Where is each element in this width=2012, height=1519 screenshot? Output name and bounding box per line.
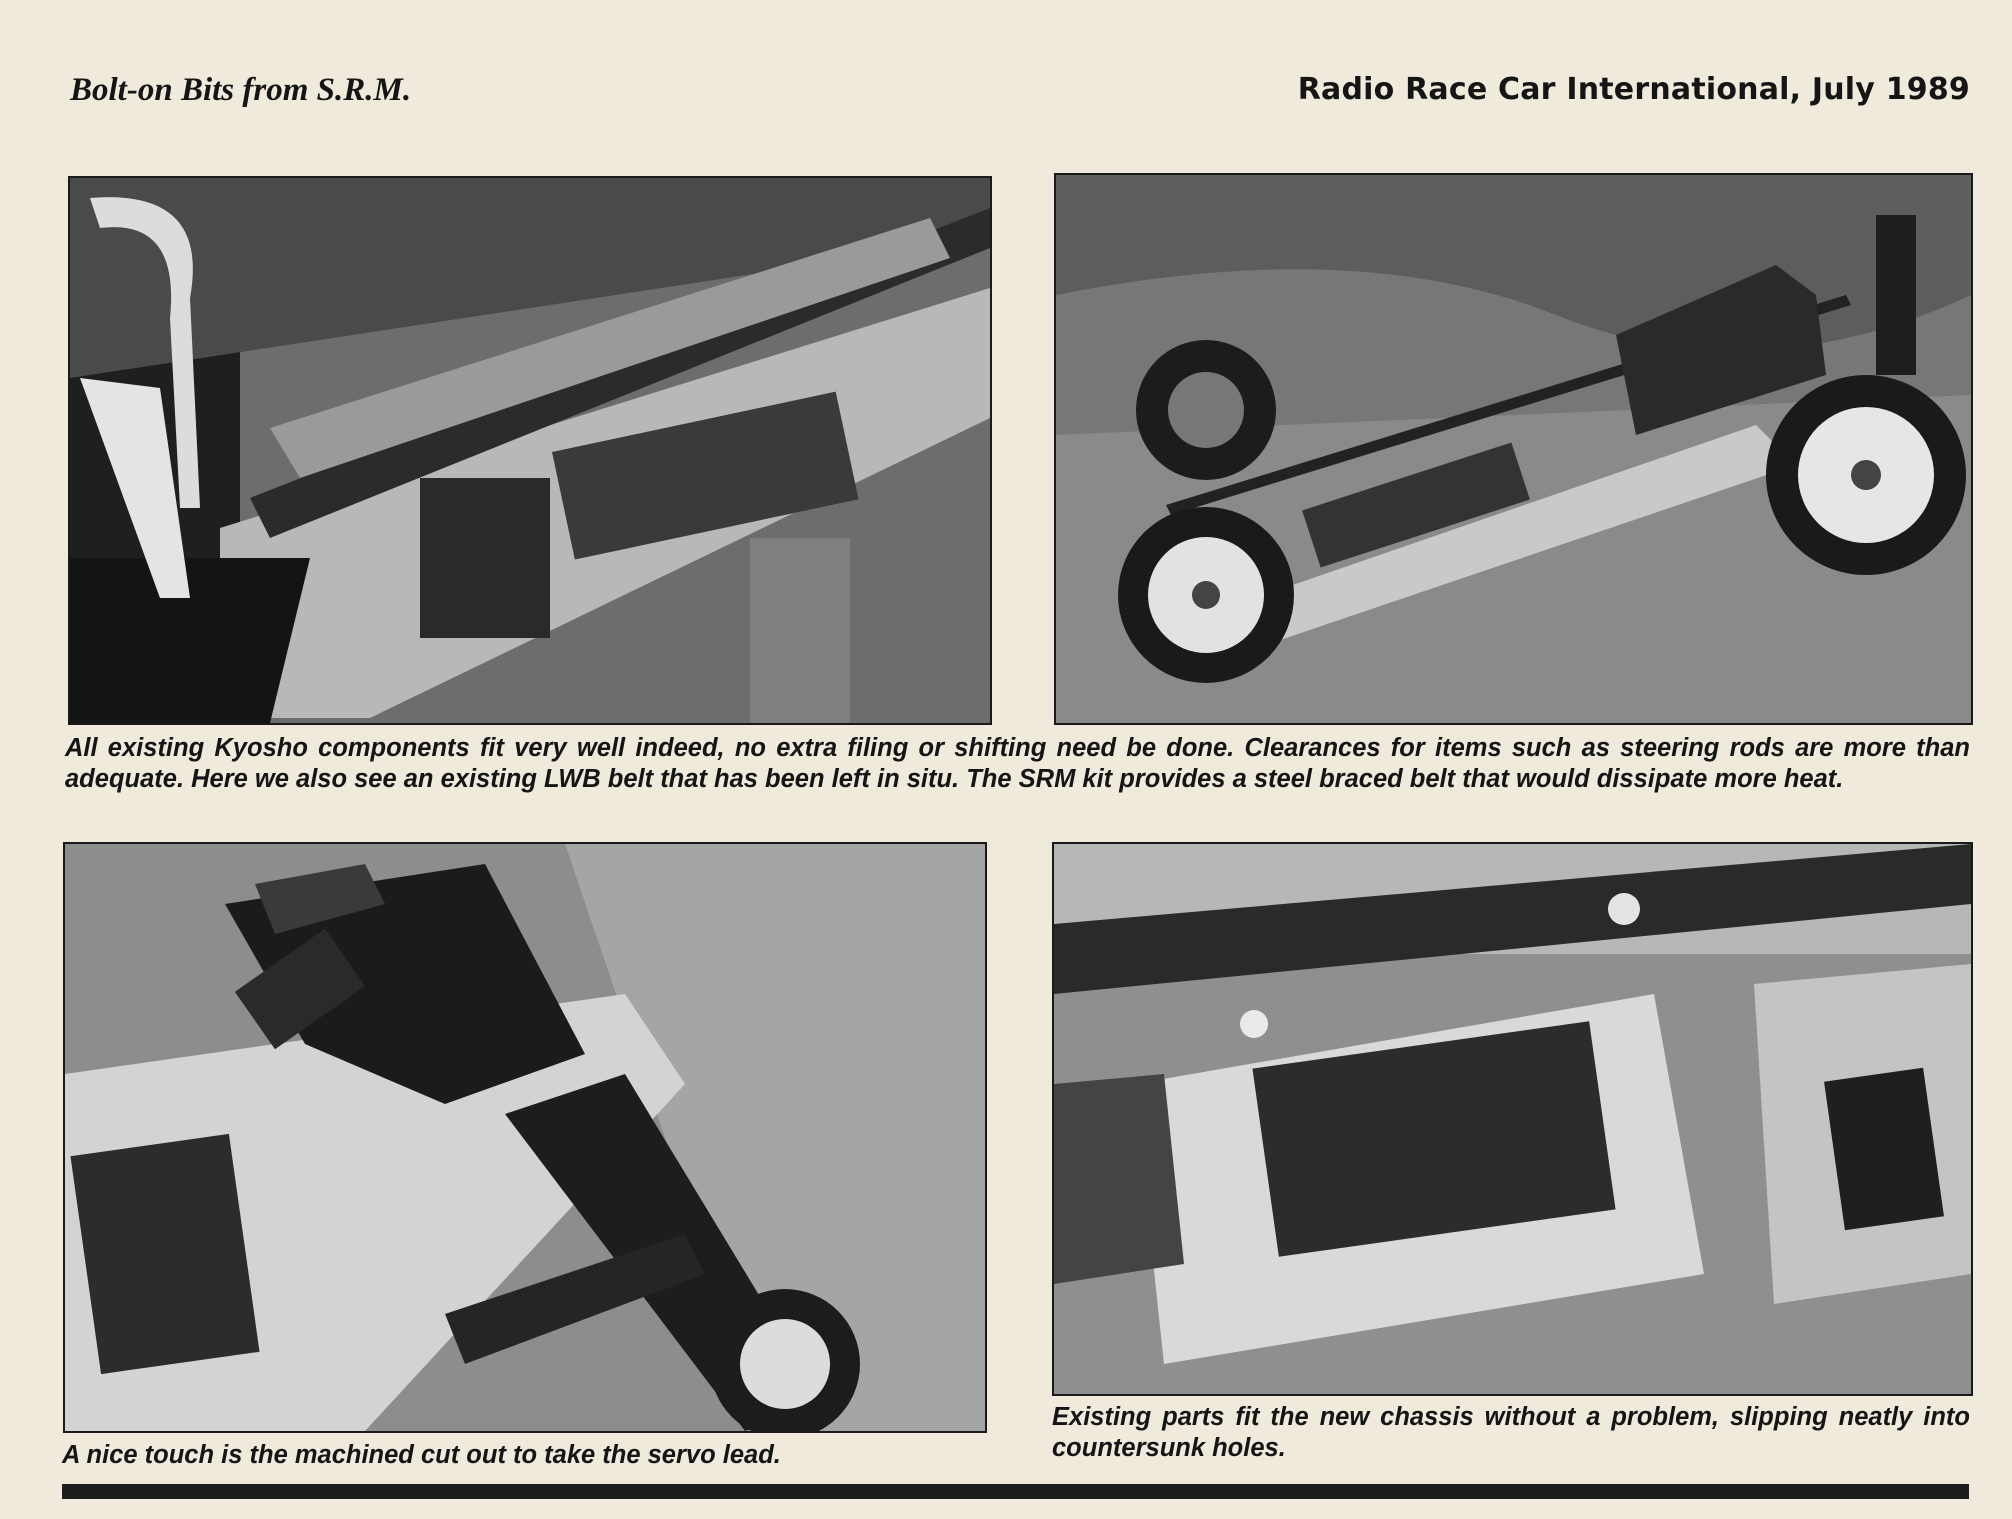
page-rule [62, 1484, 1969, 1499]
caption-top: All existing Kyosho components fit very well indeed, no extra filing or shifting need be done. Clearances for items such as steering rods are more than adequate. Here we also see an existing LWB belt that has been left in situ. The SRM kit provides a steel braced belt that would dissipate more heat. [65, 734, 1970, 793]
photo-top-left [68, 176, 992, 725]
caption-bottom-left: A nice touch is the machined cut out to take the servo lead. [62, 1441, 781, 1469]
photo-bottom-right [1052, 842, 1973, 1396]
photo-top-right [1054, 173, 1973, 725]
magazine-issue: Radio Race Car International, July 1989 [1297, 72, 1970, 107]
photo-bottom-left [63, 842, 987, 1433]
article-title: Bolt-on Bits from S.R.M. [70, 72, 412, 108]
caption-bottom-right: Existing parts fit the new chassis without a problem, slipping neatly into countersunk holes. [1052, 1403, 1970, 1462]
